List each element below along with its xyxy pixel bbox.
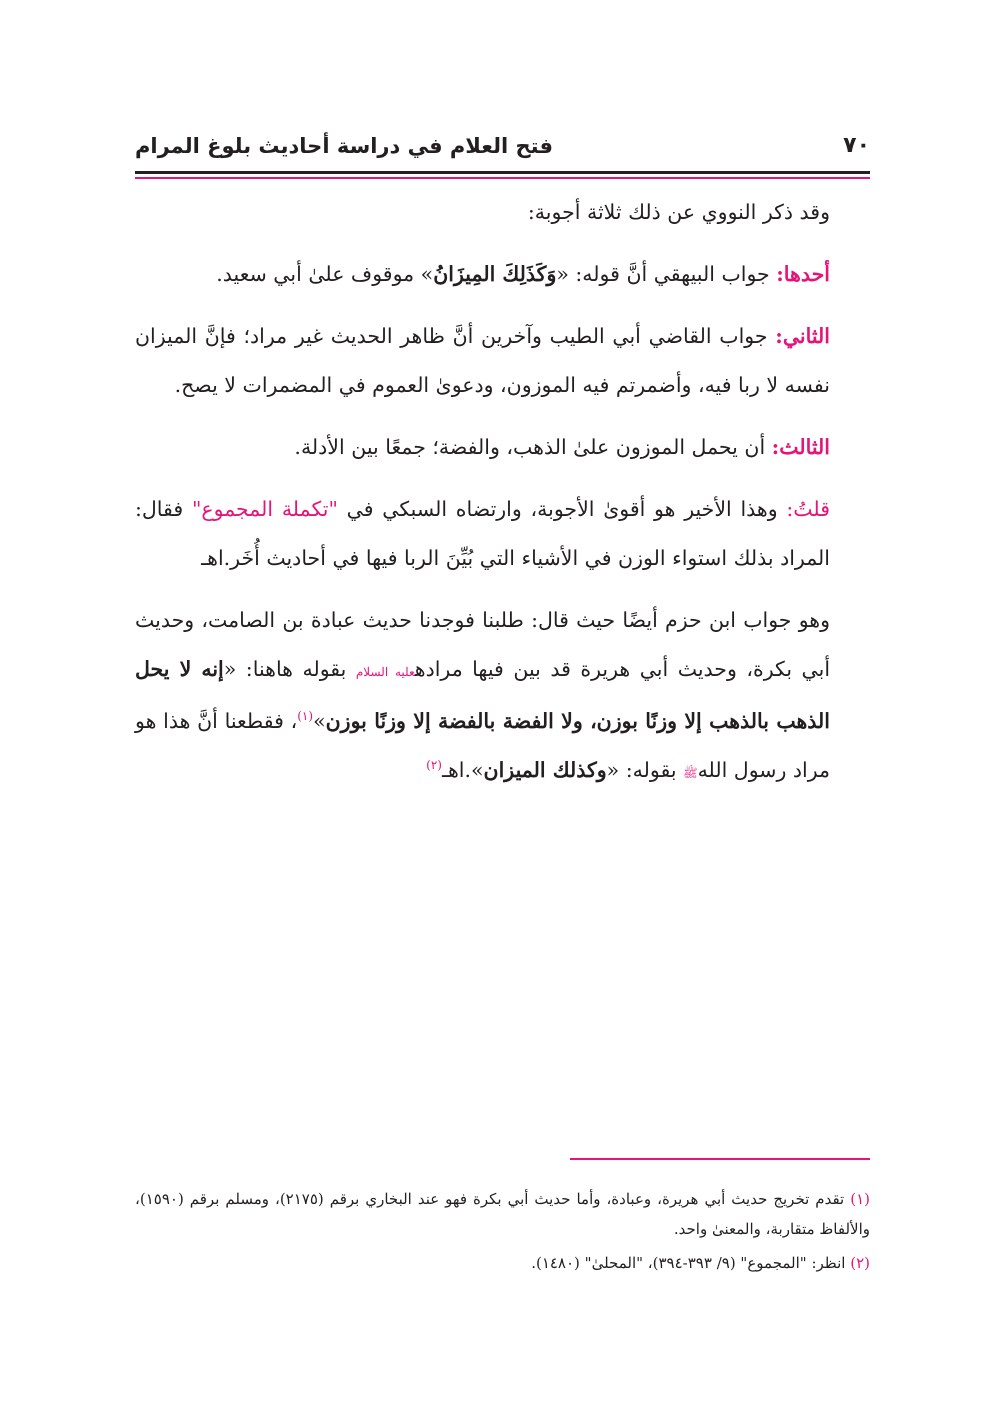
header-rule-dark — [135, 171, 870, 174]
second-answer — [135, 312, 870, 410]
qultu-source: "تكملة المجموع" — [191, 497, 338, 521]
page-number: ٧٠ — [843, 133, 870, 158]
qultu-text-a: وهذا الأخير هو أقوىٰ الأجوبة، وارتضاه السبكي في — [337, 497, 787, 521]
author-comment — [135, 485, 870, 583]
second-text: جواب القاضي أبي الطيب وآخرين أنَّ ظاهر الحديث غير مراد؛ فإنَّ الميزان نفسه لا ربا فيه، وأضمرتم فيه الموزون، ودعوىٰ العموم في المضمرات لا يصح. — [135, 324, 830, 397]
footnote-number: (٢) — [850, 1254, 870, 1272]
honorific-glyph-2: ﷺ — [683, 766, 698, 780]
hadith-quote: إنه لا يحل الذهب بالذهب إلا وزنًا بوزن، ولا الفضة بالفضة إلا وزنًا بوزن — [135, 657, 830, 733]
second-label: الثاني: — [775, 324, 830, 348]
third-label: الثالث: — [771, 435, 830, 459]
footnote-text: انظر: "المجموع" (٩/ ٣٩٣-٣٩٤)، "المحلىٰ" (١٤٨٠). — [531, 1254, 851, 1272]
ibnhazm-text-c: » — [313, 709, 326, 733]
intro-paragraph: وقد ذكر النووي عن ذلك ثلاثة أجوبة: — [527, 200, 830, 224]
qultu-text-b: فقال: المراد بذلك استواء الوزن في الأشياء التي بُيِّنَ الربا فيها في أحاديث أُخَر.اهـ — [135, 497, 830, 570]
hadith-quote-2: وكذلك الميزان — [483, 758, 607, 782]
first-quote: وَكَذَلِكَ المِيزَانُ — [433, 262, 557, 286]
footnote-text: تقدم تخريج حديث أبي هريرة، وعبادة، وأما حديث أبي بكرة فهو عند البخاري برقم (٢١٧٥)، ومسلم برقم (١٥٩٠)، والألفاظ متقاربة، والمعنىٰ واحد. — [135, 1190, 870, 1238]
honorific-glyph-1: عليه السلام — [355, 665, 415, 679]
ibnhazm-text-d: ، فقطعنا أنَّ هذا هو مراد رسول الله — [135, 709, 830, 782]
footnote-ref-1[interactable]: (١) — [297, 709, 314, 724]
footnote-separator — [570, 1158, 870, 1160]
qultu-label: قلتُ: — [786, 497, 830, 521]
book-title: فتح العلام في دراسة أحاديث بلوغ المرام — [135, 134, 553, 158]
footnote-2 — [135, 1248, 870, 1278]
running-header — [135, 126, 870, 166]
ibn-hazm-paragraph — [135, 596, 870, 798]
third-text: أن يحمل الموزون علىٰ الذهب، والفضة؛ جمعًا بين الأدلة. — [294, 435, 772, 459]
first-text-a: جواب البيهقي أنَّ قوله: « — [556, 262, 777, 286]
third-answer — [135, 423, 870, 472]
first-answer — [135, 250, 870, 299]
first-label: أحدها: — [776, 262, 830, 286]
footnotes — [135, 1184, 870, 1282]
footnote-number: (١) — [850, 1190, 871, 1208]
ibnhazm-text-e: بقوله: « — [606, 758, 684, 782]
header-rule-pink — [135, 177, 870, 179]
main-text — [135, 188, 870, 798]
ibnhazm-text-b: بقوله هاهنا: « — [223, 657, 356, 681]
footnote-1 — [135, 1184, 870, 1244]
footnote-ref-2[interactable]: (٢) — [426, 758, 442, 773]
ibnhazm-text-a: وهو جواب ابن حزم أيضًا حيث قال: طلبنا فوجدنا حديث عبادة بن الصامت، وحديث أبي بكرة، وحديث أبي هريرة قد بين فيها مراده — [135, 608, 831, 681]
ibnhazm-text-f: ».اهـ — [441, 758, 484, 782]
first-text-b: » موقوف علىٰ أبي سعيد. — [216, 262, 434, 286]
